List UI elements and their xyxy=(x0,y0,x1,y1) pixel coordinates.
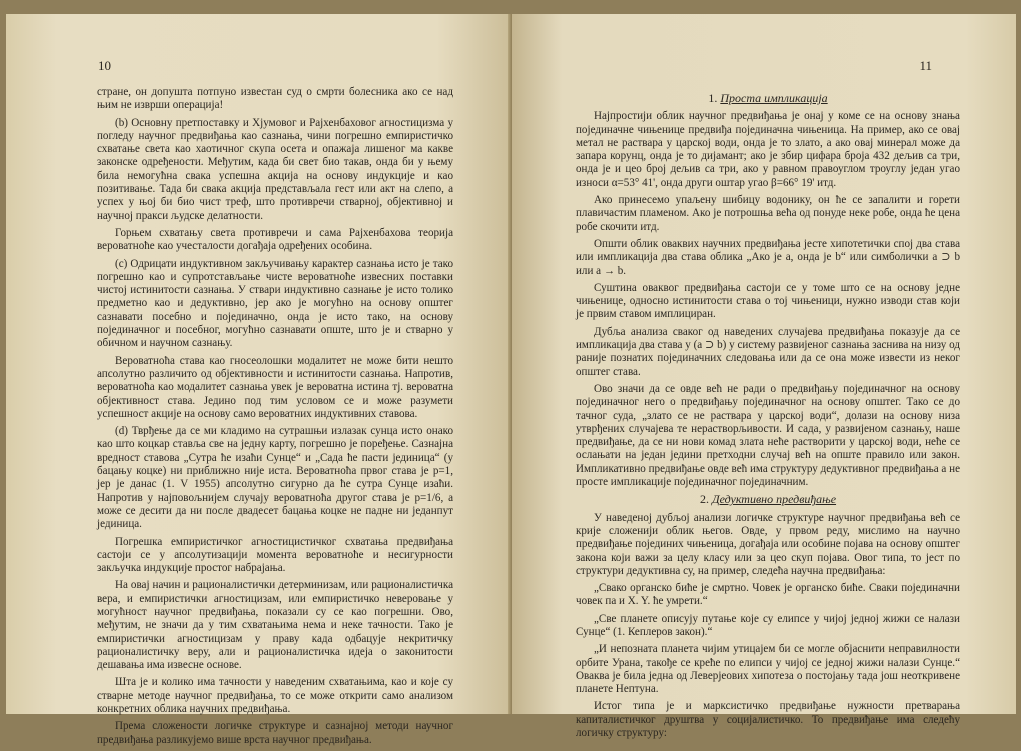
paragraph: Општи облик оваквих научних предвиђања јесте хипотетички спој два става или импликација два става облика „Ако је a, онда је b“ или симболички a ⊃ b или a → b. xyxy=(576,237,960,277)
paragraph: Вероватноћа става као гносеолошки модалитет не може бити нешто апсолутно различито од објективности и истинитости сазнања. Напротив, вероватноћа као модалитет сазнања увек је вероватна истина тј. вероватна објективност става. Једино под тим условом се и може разумети успешност акције на основу само вероватних индуктивних ставова. xyxy=(97,354,453,420)
paragraph: (b) Основну претпоставку и Хјумовог и Рајхенбаховог агностицизма у погледу научног предвиђања као сазнања, чини погрешно емпиристичко схватање света као хаотичног скупа осета и опажаја лишеног ма какве законске одређености. Међутим, када би свет био такав, онда би у њему била немогућна свака успешна акција на основу индукције и као позитивање. Тада би свака акција представљала гест или акт на слепо, а успех у њој би био чист треф, што противречи стварној, објективној и научној пракси људске делатности. xyxy=(97,116,453,222)
paragraph: У наведеној дубљој анализи логичке структуре научног предвиђања већ се крије сложенији облик његов. Овде, у првом реду, мислимо на научно предвиђање појединих чињеница, догађаја или особине појава на основу општег закона који важи за целу класу или за цео скуп појава. Овог типа, то јест по структури дедуктивна су, на пример, следећа научна предвиђања: xyxy=(576,511,960,577)
heading-title: Проста импликација xyxy=(720,91,828,105)
page-number-left: 10 xyxy=(98,58,111,73)
paragraph: Дубља анализа сваког од наведених случајева предвиђања показује да се импликација два става у (a ⊃ b) у систему развијеног сазнања заснива на низу од раније познатих појединачних следовања или да се она може извести из неког општег става. xyxy=(576,325,960,378)
left-page xyxy=(6,14,512,746)
heading-number: 2. xyxy=(699,492,709,507)
paragraph: Истог типа је и марксистичко предвиђање нужности претварања капиталистичког друштва у социјалистичко. То предвиђање има следећу логичку структуру: xyxy=(576,700,960,740)
right-page xyxy=(512,14,1016,740)
right-page-text xyxy=(576,90,960,744)
paragraph: (c) Одрицати индуктивном закључивању карактер сазнања исто је тако погрешно као и супротстављање чисте вероватноће извесних поставки чистој истинитости сазнања. У ствари индуктивно сазнање је исто толико предметно као и дедуктивно, јер ако је могућно на основу општег сазнавати посебно и појединачно, онда је исто тако, на основу појединачног и посебног, могућно сазнавати опште, што је и стварно у обичном и научном сазнању. xyxy=(97,257,453,350)
paragraph: Најпростији облик научног предвиђања је онај у коме се на основу знања појединачне чињенице предвиђа појединачна чињеница. На пример, ако се овај метал не раствара у царској води, онда је то злато, а ако овај минерал може да запара корунц, онда је то дијамант; ако је збир цифара броја 432 дељив са три, онда је и цео број дељив са три, ако у равном правоуглом троуглу један угао износи α=53° 41', онда други оштар угао β=66° 19' итд. xyxy=(576,110,960,189)
heading-title: Дедуктивно предвиђање xyxy=(711,492,837,507)
heading-number: 1. xyxy=(708,91,718,105)
quote-paragraph: „И непозната планета чијим утицајем би се могле објаснити неправилности орбите Урана, такође се креће по елипси у чијој се једној жижи налази Сунце.“ Оваква је била једна од Леверјеових хипотеза о постојању тада још неоткривене планете Нептуна. xyxy=(576,643,960,696)
paragraph: Погрешка емпиристичког агностицистичког схватања предвиђања састоји се у апсолутизацији момента вероватноће и несигурности закључка индукције простог набрајања. xyxy=(97,535,453,575)
section-heading-1 xyxy=(576,92,960,105)
paragraph: Шта је и колико има тачности у наведеним схватањима, као и које су стварне методе научног предвиђања, то се може открити само анализом конкретних облика научних предвиђања. xyxy=(97,676,453,716)
left-page-text xyxy=(97,86,453,751)
quote-paragraph: „Свако органско биће је смртно. Човек је органско биће. Сваки појединачни човек па и X. Y. ће умрети.“ xyxy=(576,582,960,608)
section-heading-2 xyxy=(576,493,960,506)
paragraph: (d) Тврђење да се ми кладимо на сутрашњи излазак сунца исто онако као што коцкар ставља све на једну карту, погрешно је поређење. Сазнајна вредност ставова „Сутра ће изаћи Сунце“ и „Сада ће пасти јединица“ (у бацању коцке) ни приближно није иста. Вероватноћа првог става је p=1, јер је данас (1. V 1955) апсолутно сигурно да ће сутра Сунце изаћи. Напротив у најповољнијем случају вероватноћа другог става је p=1/6, а може се десити да ни после двадесет бацања коцке не падне ни једанпут јединица. xyxy=(97,425,453,531)
paragraph: Према сложености логичке структуре и сазнајној методи научног предвиђања разликујемо више врста научног предвиђања. xyxy=(97,720,453,746)
paragraph: Ово значи да се овде већ не ради о предвиђању појединачног на основу појединачног него о предвиђању појединачног на основу општег. Тако се до тачног суда, „злато се не раствара у царској води“, долази на основу низа утврђених случајева те нерастворљивости. И сада, у развијеном сазнању, наше предвиђање, да се ни нови комад злата неће растворити у царској води, неће се ослањати на један једини претходни случај већ на опште правило или закон. Импликативно предвиђање овде већ има структуру дедуктивног предвиђања а не просте импликације појединачног појединачним. xyxy=(576,382,960,489)
paragraph: Суштина оваквог предвиђања састоји се у томе што се на основу једне чињенице, односно истинитости става о тој чињеници, нужно изводи став који је првим ставом имплициран. xyxy=(576,281,960,321)
page-number-right: 11 xyxy=(919,58,932,73)
paragraph: Горњем схватању света противречи и сама Рајхенбахова теорија вероватноће као учесталости догађаја одређених особина. xyxy=(97,226,453,253)
paragraph: стране, он допушта потпуно известан суд о смрти болесника ако се над њим не изврши операција! xyxy=(97,86,453,112)
quote-paragraph: „Све планете описују путање које су елипсе у чијој једној жижи се налази Сунце“ (1. Кеплеров закон).“ xyxy=(576,612,960,638)
paragraph: На овај начин и рационалистички детерминизам, или рационалистичка вера, и емпиристички агностицизам, или емпиристичко неверовање у могућност научног предвиђања, показали су се као погрешни. Ово, међутим, не значи да у тим схватањима нема и неке тачности. Тако је емпиристички агностицизам у праву када одбацује некритичку рационалистичку веру, али и рационалистичка идеја о законитости дешавања има извесне основе. xyxy=(97,579,453,672)
paragraph: Ако принесемо упаљену шибицу водонику, он ће се запалити и горети плавичастим пламеном. Ако је потрошња већа од понуде неке робе, онда ће цена робе скочити итд. xyxy=(576,194,960,233)
